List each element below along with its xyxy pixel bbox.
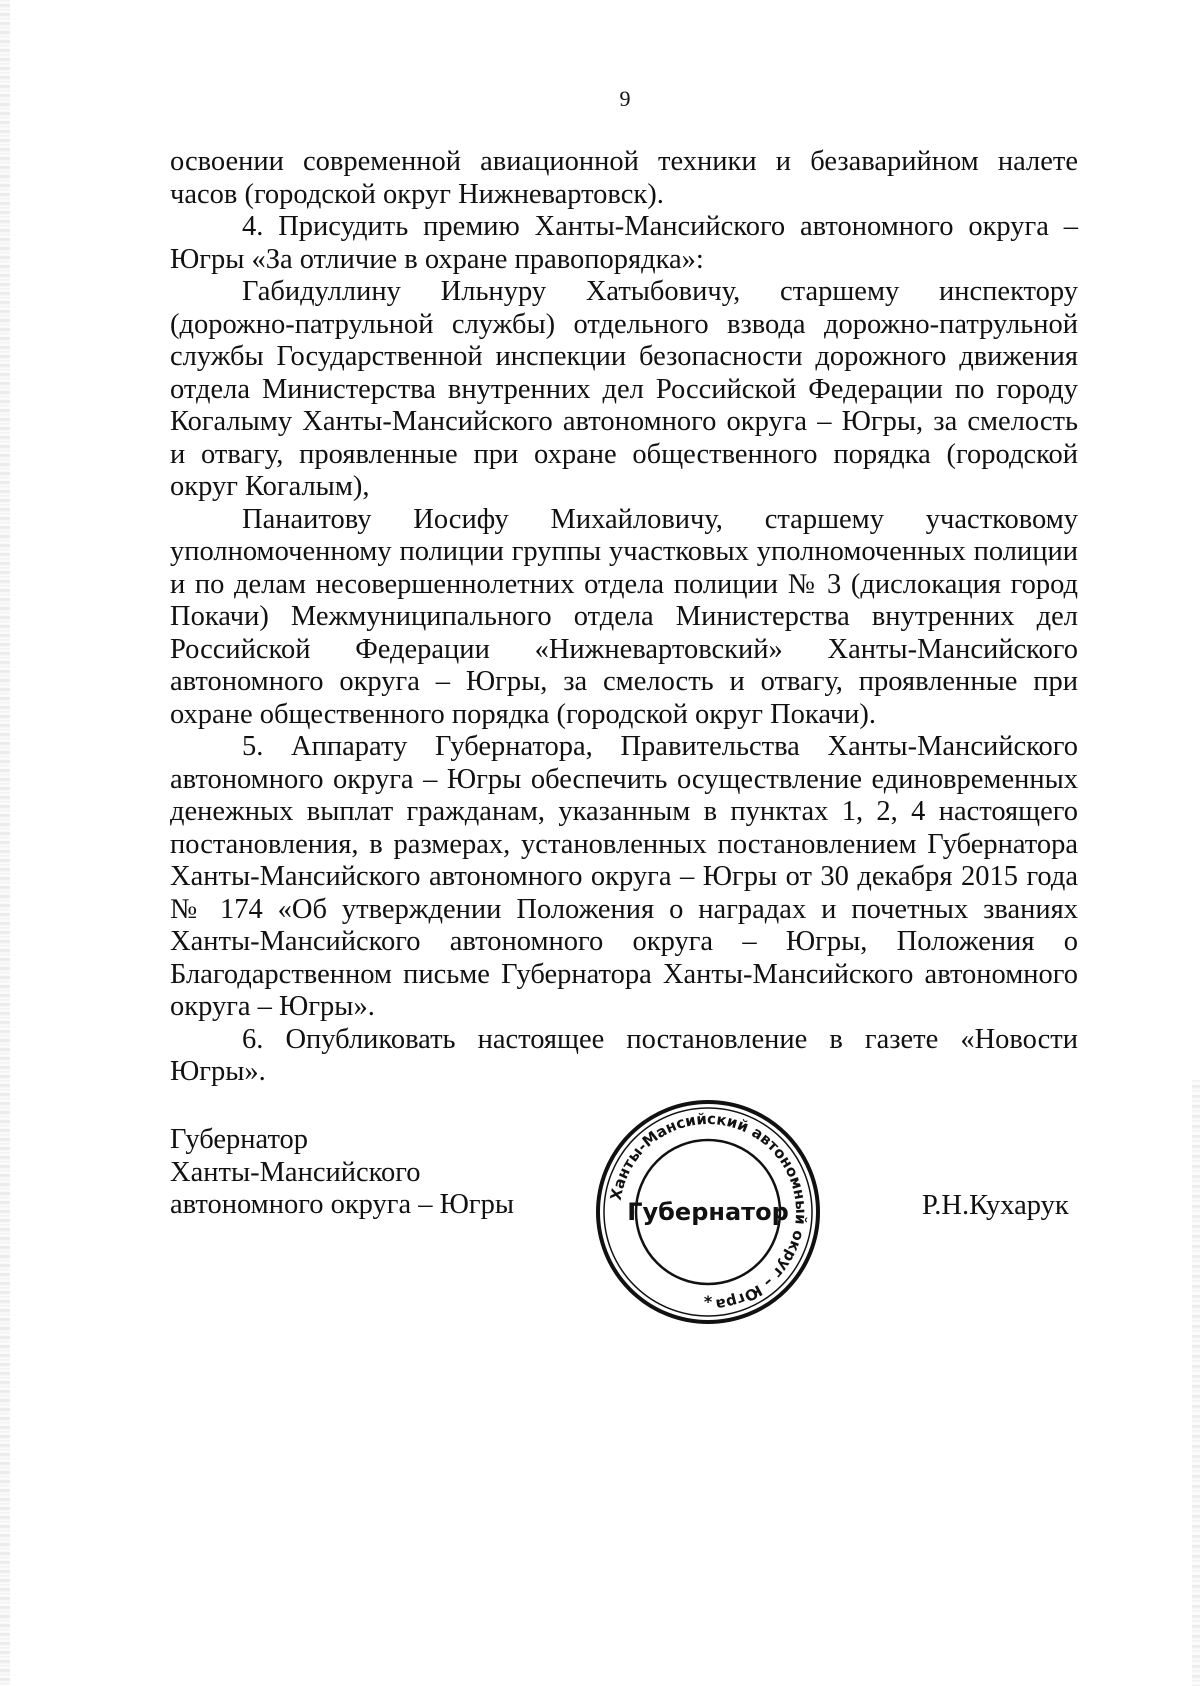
document-body [170,146,1078,1089]
paragraph-continuation: освоении современной авиационной техники и безаварийном налете часов (городской округ Нижневартовск). [170,146,1078,210]
page-number: 9 [619,86,631,111]
paragraph-awardee-panaitov: Панаитову Иосифу Михайловичу, старшему участковому уполномоченному полиции группы участковых уполномоченных полиции и по делам несовершеннолетних отдела полиции № 3 (дислокация город Покачи) Межмуниципального отдела Министерства внутренних дел Российской Федерации «Нижневартовский» Ханты-Мансийского автономного округа – Югры, за смелость и отвагу, проявленные при охране общественного порядка (городской округ Покачи). [170,503,1078,730]
governor-seal [594,1098,822,1326]
signature-title [170,1124,514,1222]
scan-edge-right [1192,1080,1200,1686]
paragraph-awardee-gabidullin: Габидуллину Ильнуру Хатыбовичу, старшему инспектору (дорожно-патрульной службы) отдельного взвода дорожно-патрульной службы Государственной инспекции безопасности дорожного движения отдела Министерства внутренних дел Российской Федерации по городу Когалыму Ханты-Мансийского автономного округа – Югры, за смелость и отвагу, проявленные при охране общественного порядка (городской округ Когалым), [170,276,1078,502]
seal-ring-text: Ханты-Мансийский автономный округ – Югра [606,1109,811,1314]
paragraph-item-5: 5. Аппарату Губернатора, Правительства Ханты-Мансийского автономного округа – Югры обеспечить осуществление единовременных денежных выплат гражданам, указанным в пунктах 1, 2, 4 настоящего постановления, в размерах, установленных постановлением Губернатора Ханты-Мансийского автономного округа – Югры от 30 декабря 2015 года № 174 «Об утверждении Положения о наградах и почетных званиях Ханты-Мансийского автономного округа – Югры, Положения о Благодарственном письме Губернатора Ханты-Мансийского автономного округа – Югры». [170,731,1078,1022]
signatory-name: Р.Н.Кухарук [922,1190,1069,1221]
signature-title-line: Губернатор [170,1124,309,1155]
seal-star: * [703,1292,713,1311]
signature-title-line: автономного округа – Югры [170,1189,515,1220]
signature-title-line: Ханты-Мансийского [170,1156,421,1188]
scan-edge-left [0,0,10,1686]
seal-center-text: Губернатор [627,1198,789,1226]
paragraph-item-6: 6. Опубликовать настоящее постановление в газете «Новости Югры». [170,1023,1078,1087]
paragraph-item-4: 4. Присудить премию Ханты-Мансийского автономного округа – Югры «За отличие в охране правопорядка»: [170,211,1078,275]
